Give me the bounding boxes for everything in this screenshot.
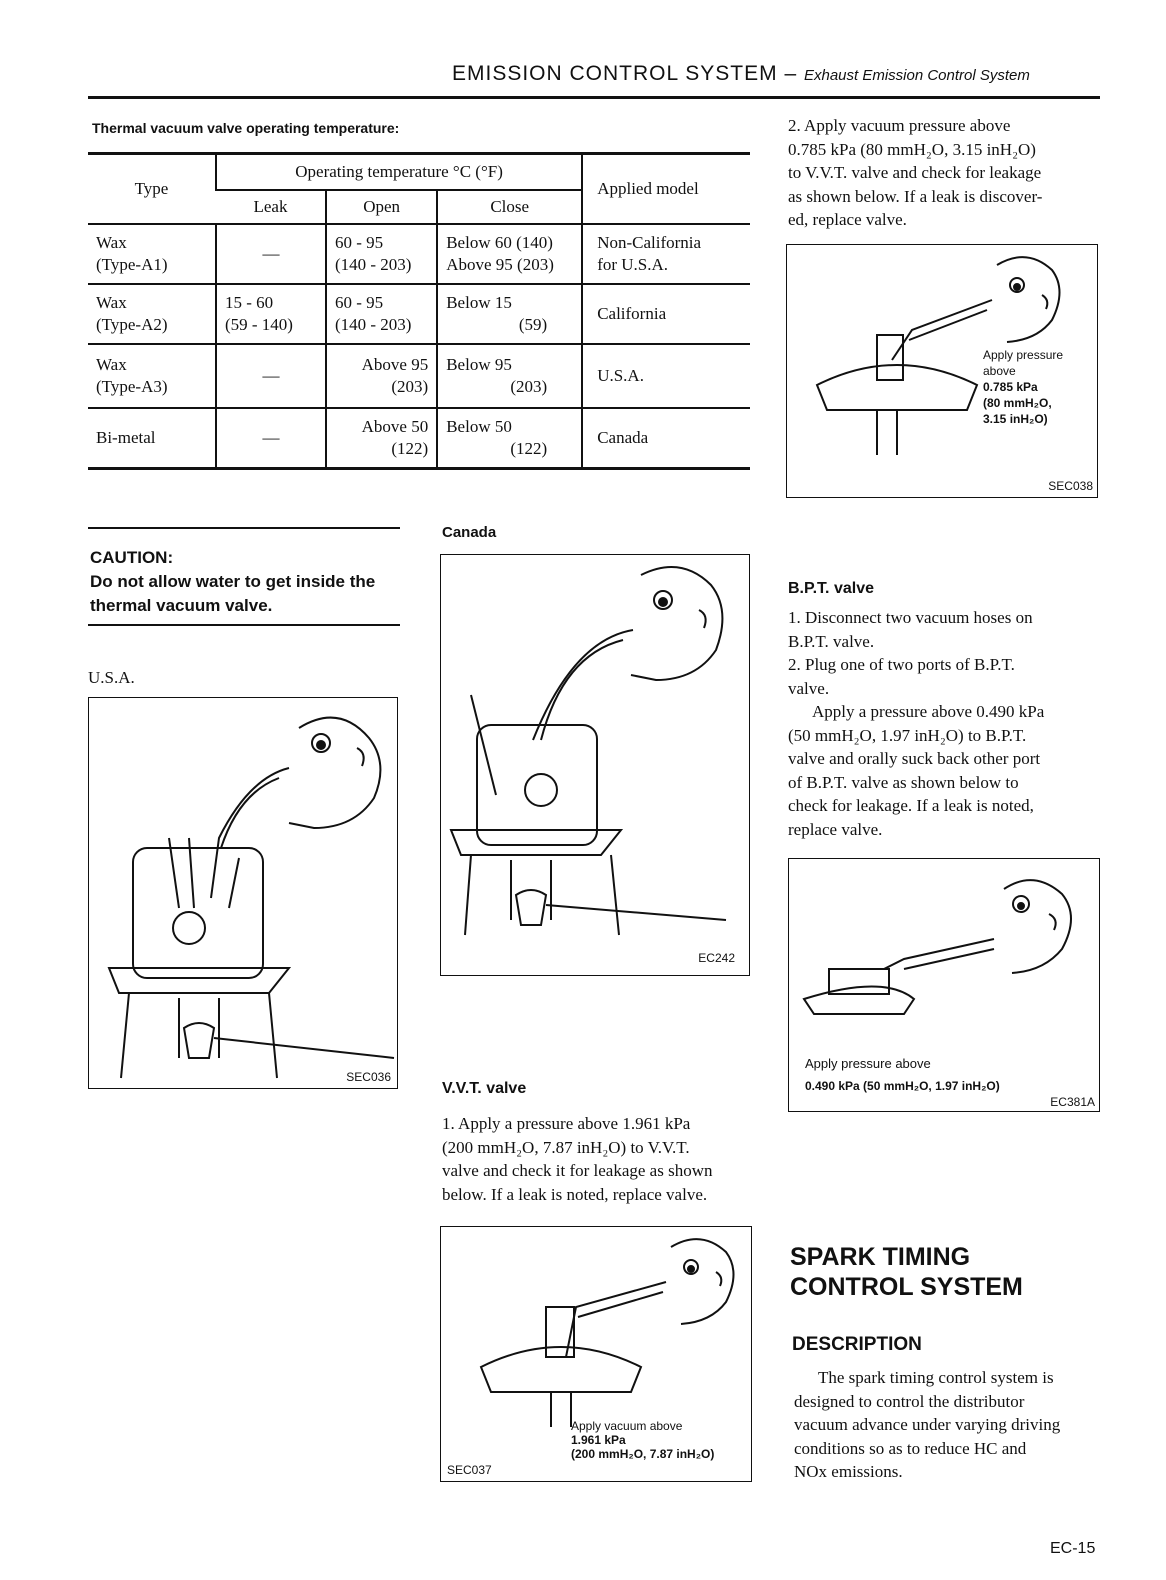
cell-close: Below 50 (122)	[437, 408, 582, 468]
step2-line: ed, replace valve.	[788, 210, 907, 229]
bpt-line: replace valve.	[788, 819, 883, 839]
header-rule	[88, 96, 1100, 99]
th-operating: Operating temperature °C (°F)	[216, 154, 582, 191]
cell-leak: —	[216, 344, 326, 408]
usa-label: U.S.A.	[88, 668, 135, 687]
step2-fig-label	[983, 347, 1063, 427]
spark-desc-line: vacuum advance under varying driving	[794, 1415, 1061, 1434]
temperature-table	[88, 152, 750, 470]
th-model: Applied model	[582, 154, 750, 225]
bpt-line: B.P.T. valve.	[788, 631, 875, 651]
caution-line: thermal vacuum valve.	[90, 596, 273, 615]
canada-label: Canada	[442, 524, 497, 541]
fig-code-usa: SEC036	[346, 1070, 391, 1084]
bpt-line: 2. Plug one of two ports of B.P.T.	[788, 655, 1015, 674]
cell-type: Wax (Type-A2)	[96, 293, 168, 334]
vvt-fig-label-line: 1.961 kPa	[571, 1433, 626, 1447]
cell-type: Wax (Type-A1)	[96, 233, 168, 274]
fig-code-vvt-step2: SEC038	[1048, 479, 1093, 493]
vvt-illustration	[441, 1227, 751, 1427]
cell-close: Below 95 (203)	[437, 344, 582, 408]
vvt-title: V.V.T. valve	[442, 1080, 527, 1097]
spark-desc-line: The spark timing control system is	[818, 1368, 1054, 1387]
step2-fig-label-line: (80 mmH₂O,	[983, 396, 1052, 410]
table-caption: Thermal vacuum valve operating temperature:	[92, 120, 400, 136]
cell-type: Wax (Type-A3)	[96, 355, 168, 396]
th-open: Open	[326, 190, 437, 224]
cell-model: U.S.A.	[582, 344, 750, 408]
fig-code-canada: EC242	[698, 951, 735, 965]
caution-rule-bottom	[88, 624, 400, 626]
vvt-figure	[440, 1226, 752, 1482]
table-row	[88, 344, 750, 408]
vvt-step2-figure	[786, 244, 1098, 498]
bpt-line: valve and orally suck back other port	[788, 749, 1041, 768]
cell-model: Non-California for U.S.A.	[582, 224, 750, 284]
step2-fig-label-line: 0.785 kPa	[983, 380, 1038, 394]
table-row	[88, 284, 750, 344]
spark-desc-line: NOx emissions.	[794, 1462, 903, 1481]
vvt-line: valve and check it for leakage as shown	[442, 1161, 713, 1180]
spark-title	[790, 1242, 1023, 1302]
vvt-step2	[788, 114, 1096, 232]
vvt-step1	[442, 1112, 750, 1206]
vvt-fig-label-line: (200 mmH₂O, 7.87 inH₂O)	[571, 1447, 715, 1461]
cell-open: Above 50 (122)	[326, 408, 437, 468]
bpt-illustration	[789, 859, 1099, 1049]
spark-description	[794, 1366, 1100, 1484]
usa-figure	[88, 697, 398, 1089]
bpt-line: 1. Disconnect two vacuum hoses on	[788, 608, 1033, 627]
cell-open: 60 - 95 (140 - 203)	[326, 224, 437, 284]
step2-fig-label-line: 3.15 inH₂O)	[983, 412, 1048, 426]
step2-line: 2. Apply vacuum pressure above	[788, 116, 1011, 135]
step2-fig-label-line: above	[983, 364, 1016, 378]
header-sep: –	[784, 62, 798, 85]
spark-desc-line: designed to control the distributor	[794, 1391, 1025, 1411]
spark-title-line: SPARK TIMING	[790, 1243, 971, 1271]
cell-model: Canada	[582, 408, 750, 468]
bpt-fig-label	[805, 1053, 1000, 1097]
vvt-line: (200 mmH₂O, 7.87 inH₂O) to V.V.T.	[442, 1137, 690, 1157]
canada-illustration	[441, 555, 749, 975]
cell-close: Below 15 (59)	[437, 284, 582, 344]
cell-leak: —	[216, 408, 326, 468]
cell-type: Bi-metal	[96, 427, 156, 447]
vvt-line: below. If a leak is noted, replace valve.	[442, 1184, 708, 1204]
header-subtitle: Exhaust Emission Control System	[803, 67, 1030, 84]
bpt-fig-label-line: 0.490 kPa (50 mmH₂O, 1.97 inH₂O)	[805, 1079, 1000, 1093]
caution-block	[90, 546, 375, 618]
cell-leak: —	[216, 224, 326, 284]
canada-figure	[440, 554, 750, 976]
th-type: Type	[134, 179, 169, 198]
header-title: EMISSION CONTROL SYSTEM	[452, 62, 778, 85]
caution-rule-top	[88, 527, 400, 529]
spark-desc-line: conditions so as to reduce HC and	[794, 1438, 1027, 1458]
bpt-line: of B.P.T. valve as shown below to	[788, 772, 1019, 792]
step2-line: to V.V.T. valve and check for leakage	[788, 163, 1042, 182]
page-header	[452, 62, 1030, 86]
table-row	[88, 224, 750, 284]
bpt-steps	[788, 606, 1096, 841]
table-row	[88, 408, 750, 468]
bpt-line: valve.	[788, 678, 830, 698]
th-leak: Leak	[253, 197, 288, 216]
usa-illustration	[89, 698, 397, 1088]
cell-model: California	[582, 284, 750, 344]
caution-title: CAUTION:	[90, 548, 174, 567]
bpt-line: check for leakage. If a leak is noted,	[788, 796, 1034, 815]
vvt-fig-label-line: Apply vacuum above	[571, 1419, 683, 1433]
cell-open: Above 95 (203)	[326, 344, 437, 408]
spark-subtitle: DESCRIPTION	[792, 1334, 922, 1355]
step2-line: 0.785 kPa (80 mmH₂O, 3.15 inH₂O)	[788, 139, 1036, 159]
th-close: Close	[437, 190, 582, 224]
bpt-fig-label-line: Apply pressure above	[805, 1056, 931, 1071]
fig-code-vvt: SEC037	[447, 1463, 492, 1477]
cell-open: 60 - 95 (140 - 203)	[326, 284, 437, 344]
cell-leak: 15 - 60 (59 - 140)	[216, 284, 326, 344]
fig-code-bpt: EC381A	[1050, 1095, 1095, 1109]
page-number: EC-15	[1050, 1540, 1096, 1557]
bpt-title: B.P.T. valve	[788, 580, 874, 597]
caution-line: Do not allow water to get inside the	[90, 572, 376, 591]
bpt-line: Apply a pressure above 0.490 kPa	[812, 702, 1045, 721]
vvt-fig-label	[571, 1419, 714, 1461]
step2-fig-label-line: Apply pressure	[983, 348, 1064, 362]
spark-title-line: CONTROL SYSTEM	[790, 1273, 1023, 1301]
step2-line: as shown below. If a leak is discover-	[788, 186, 1043, 206]
bpt-figure	[788, 858, 1100, 1112]
vvt-line: 1. Apply a pressure above 1.961 kPa	[442, 1114, 691, 1133]
cell-close: Below 60 (140) Above 95 (203)	[437, 224, 582, 284]
bpt-line: (50 mmH₂O, 1.97 inH₂O) to B.P.T.	[788, 725, 1027, 745]
